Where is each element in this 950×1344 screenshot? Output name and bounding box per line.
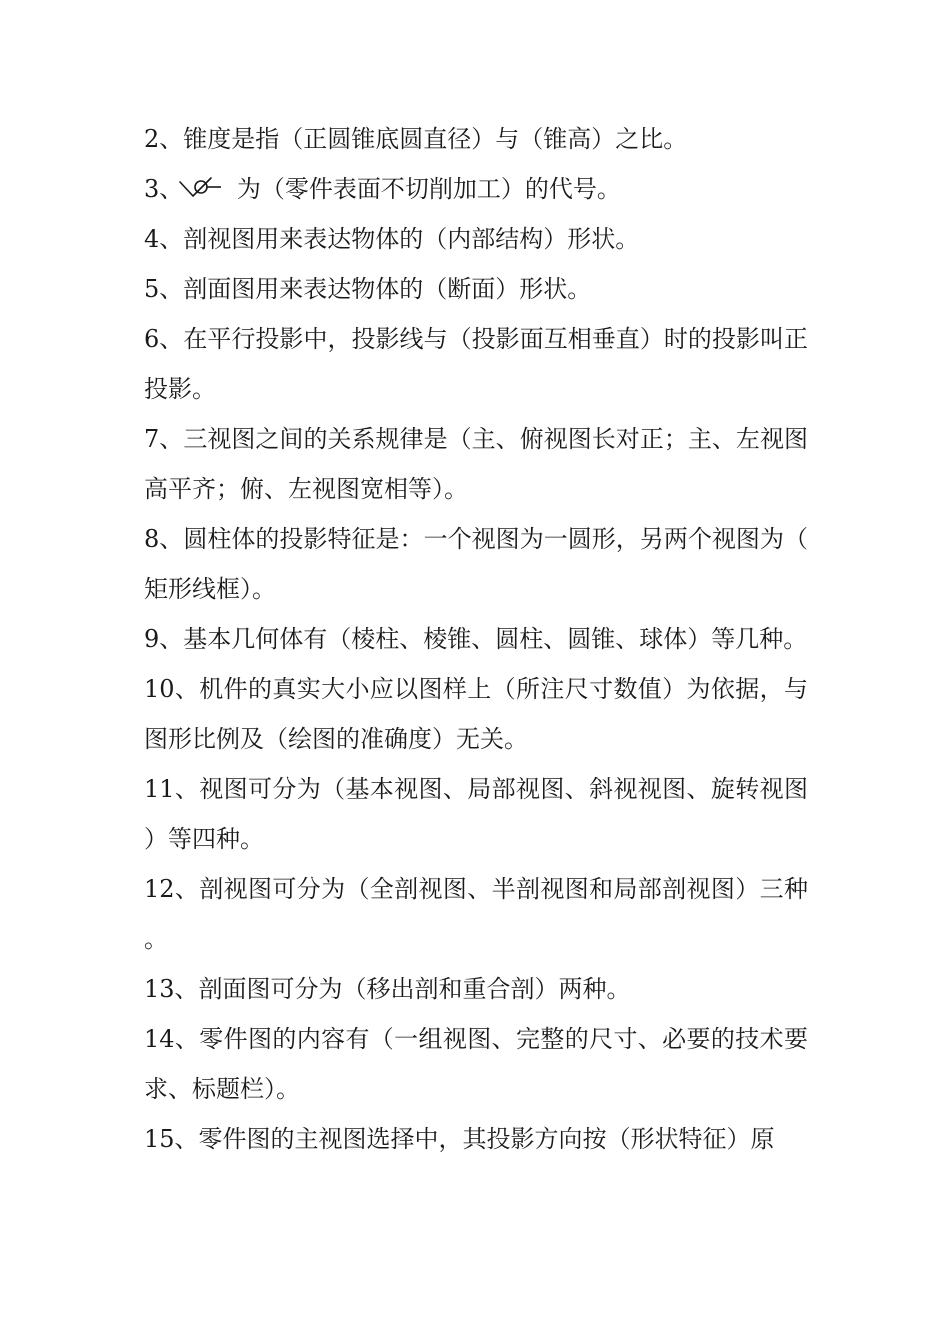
paragraph-8: 8、圆柱体的投影特征是：一个视图为一圆形，另两个视图为（矩形线框）。 <box>144 525 808 603</box>
paragraph-11: 11、视图可分为（基本视图、局部视图、斜视视图、旋转视图）等四种。 <box>144 775 808 853</box>
paragraph-3-text: 为（零件表面不切削加工）的代号。 <box>229 175 621 203</box>
question-list <box>144 114 808 1164</box>
paragraph-7: 7、三视图之间的关系规律是（主、俯视图长对正；主、左视图高平齐；俯、左视图宽相等）。 <box>144 425 808 503</box>
paragraph-10: 10、机件的真实大小应以图样上（所注尺寸数值）为依据，与图形比例及（绘图的准确度）无关。 <box>144 675 808 753</box>
paragraph-14: 14、零件图的内容有（一组视图、完整的尺寸、必要的技术要求、标题栏）。 <box>144 1025 808 1103</box>
surface-not-machined-symbol-icon <box>179 176 225 200</box>
paragraph-6: 6、在平行投影中，投影线与（投影面互相垂直）时的投影叫正投影。 <box>144 325 808 403</box>
paragraph-5: 5、剖面图用来表达物体的（断面）形状。 <box>144 275 592 303</box>
paragraph-9: 9、基本几何体有（棱柱、棱锥、圆柱、圆锥、球体）等几种。 <box>144 625 808 653</box>
paragraph-15: 15、零件图的主视图选择中，其投影方向按（形状特征）原 <box>144 1125 775 1153</box>
paragraph-3 <box>144 164 808 214</box>
paragraph-2: 2、锥度是指（正圆锥底圆直径）与（锥高）之比。 <box>144 125 688 153</box>
paragraph-12: 12、剖视图可分为（全剖视图、半剖视图和局部剖视图）三种。 <box>144 875 808 953</box>
paragraph-3-prefix: 3、 <box>144 175 184 203</box>
paragraph-4: 4、剖视图用来表达物体的（内部结构）形状。 <box>144 225 640 253</box>
paragraph-13: 13、剖面图可分为（移出剖和重合剖）两种。 <box>144 975 631 1003</box>
